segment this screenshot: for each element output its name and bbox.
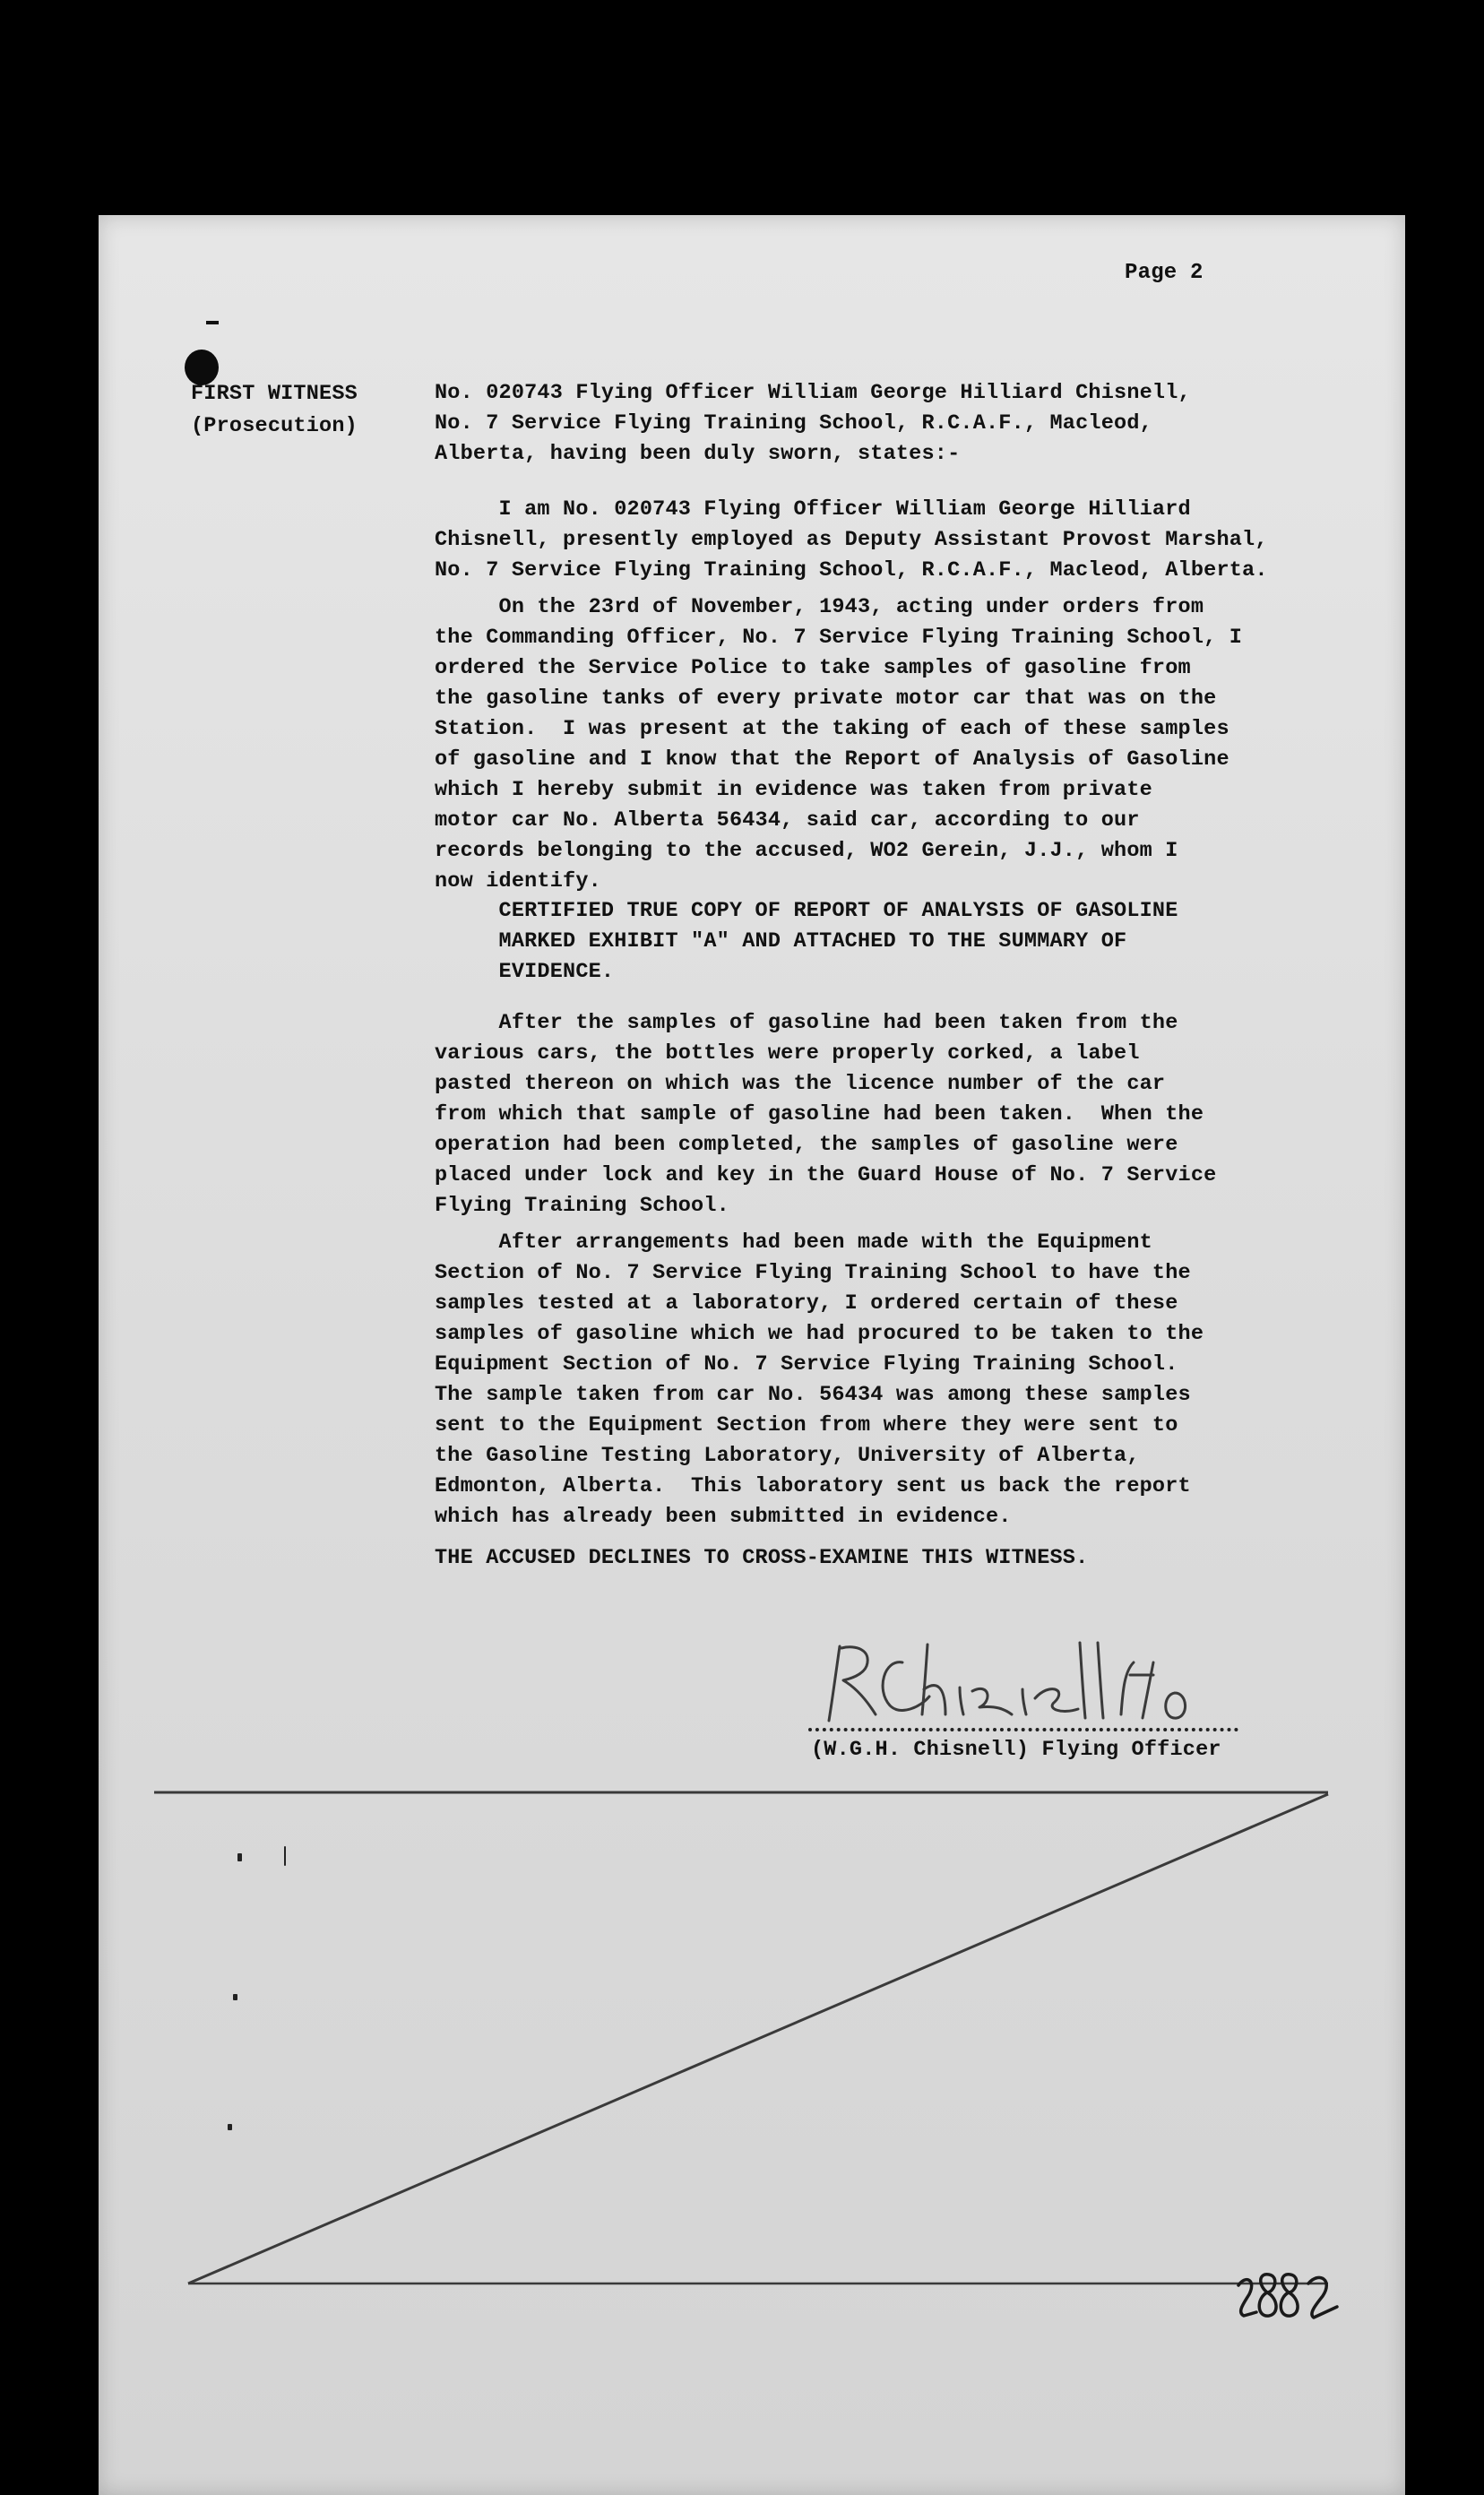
- text-line: the Commanding Officer, No. 7 Service Flying Training School, I: [435, 626, 1243, 650]
- text-line: Chisnell, presently employed as Deputy Assistant Provost Marshal,: [435, 528, 1268, 552]
- text-line: pasted thereon on which was the licence number of the car: [435, 1072, 1166, 1096]
- cancellation-strike: [99, 215, 1405, 2495]
- text-line: Station. I was present at the taking of each of these samples: [435, 717, 1229, 741]
- text-line: various cars, the bottles were properly corked, a label: [435, 1041, 1140, 1066]
- closing-statement: THE ACCUSED DECLINES TO CROSS-EXAMINE THIS WITNESS.: [435, 1546, 1089, 1570]
- text-line: which has already been submitted in evidence.: [435, 1505, 1012, 1529]
- text-line: After the samples of gasoline had been taken from the: [435, 1011, 1178, 1035]
- signatory-name: (W.G.H. Chisnell) Flying Officer: [811, 1738, 1221, 1762]
- document-page: [99, 215, 1405, 2495]
- text-line: Equipment Section of No. 7 Service Flying Training School.: [435, 1352, 1178, 1377]
- text-line: the Gasoline Testing Laboratory, University of Alberta,: [435, 1444, 1140, 1468]
- witness-label-line2: (Prosecution): [191, 414, 358, 438]
- text-line: Alberta, having been duly sworn, states:-: [435, 442, 961, 466]
- page-number: Page 2: [1125, 261, 1204, 285]
- text-line: CERTIFIED TRUE COPY OF REPORT OF ANALYSIS OF GASOLINE: [435, 899, 1178, 923]
- text-line: No. 7 Service Flying Training School, R.C.A.F., Macleod, Alberta.: [435, 558, 1268, 583]
- text-line: Flying Training School.: [435, 1194, 729, 1218]
- text-line: No. 020743 Flying Officer William George Hilliard Chisnell,: [435, 381, 1191, 405]
- text-line: motor car No. Alberta 56434, said car, according to our: [435, 808, 1140, 833]
- text-line: The sample taken from car No. 56434 was among these samples: [435, 1383, 1191, 1407]
- text-line: I am No. 020743 Flying Officer William George Hilliard: [435, 497, 1191, 522]
- text-line: from which that sample of gasoline had been taken. When the: [435, 1102, 1204, 1127]
- handwritten-margin-number: [1229, 2267, 1346, 2330]
- text-line: now identify.: [435, 869, 601, 894]
- text-line: After arrangements had been made with the Equipment: [435, 1230, 1152, 1255]
- text-line: Edmonton, Alberta. This laboratory sent us back the report: [435, 1474, 1191, 1498]
- text-line: sent to the Equipment Section from where they were sent to: [435, 1413, 1178, 1437]
- text-line: MARKED EXHIBIT "A" AND ATTACHED TO THE SUMMARY OF: [435, 929, 1127, 954]
- text-line: Section of No. 7 Service Flying Training School to have the: [435, 1261, 1191, 1285]
- text-line: placed under lock and key in the Guard House of No. 7 Service: [435, 1163, 1217, 1187]
- text-line: operation had been completed, the samples of gasoline were: [435, 1133, 1178, 1157]
- text-line: ordered the Service Police to take samples of gasoline from: [435, 656, 1191, 680]
- text-line: EVIDENCE.: [435, 960, 615, 984]
- witness-label-line1: FIRST WITNESS: [191, 382, 358, 406]
- text-line: samples tested at a laboratory, I ordered certain of these: [435, 1291, 1178, 1316]
- text-line: which I hereby submit in evidence was taken from private: [435, 778, 1152, 802]
- text-line: On the 23rd of November, 1943, acting under orders from: [435, 595, 1204, 619]
- text-line: samples of gasoline which we had procured to be taken to the: [435, 1322, 1204, 1346]
- text-line: of gasoline and I know that the Report of Analysis of Gasoline: [435, 747, 1229, 772]
- text-line: No. 7 Service Flying Training School, R.C.A.F., Macleod,: [435, 411, 1152, 436]
- text-line: the gasoline tanks of every private motor car that was on the: [435, 686, 1217, 711]
- text-line: records belonging to the accused, WO2 Gerein, J.J., whom I: [435, 839, 1178, 863]
